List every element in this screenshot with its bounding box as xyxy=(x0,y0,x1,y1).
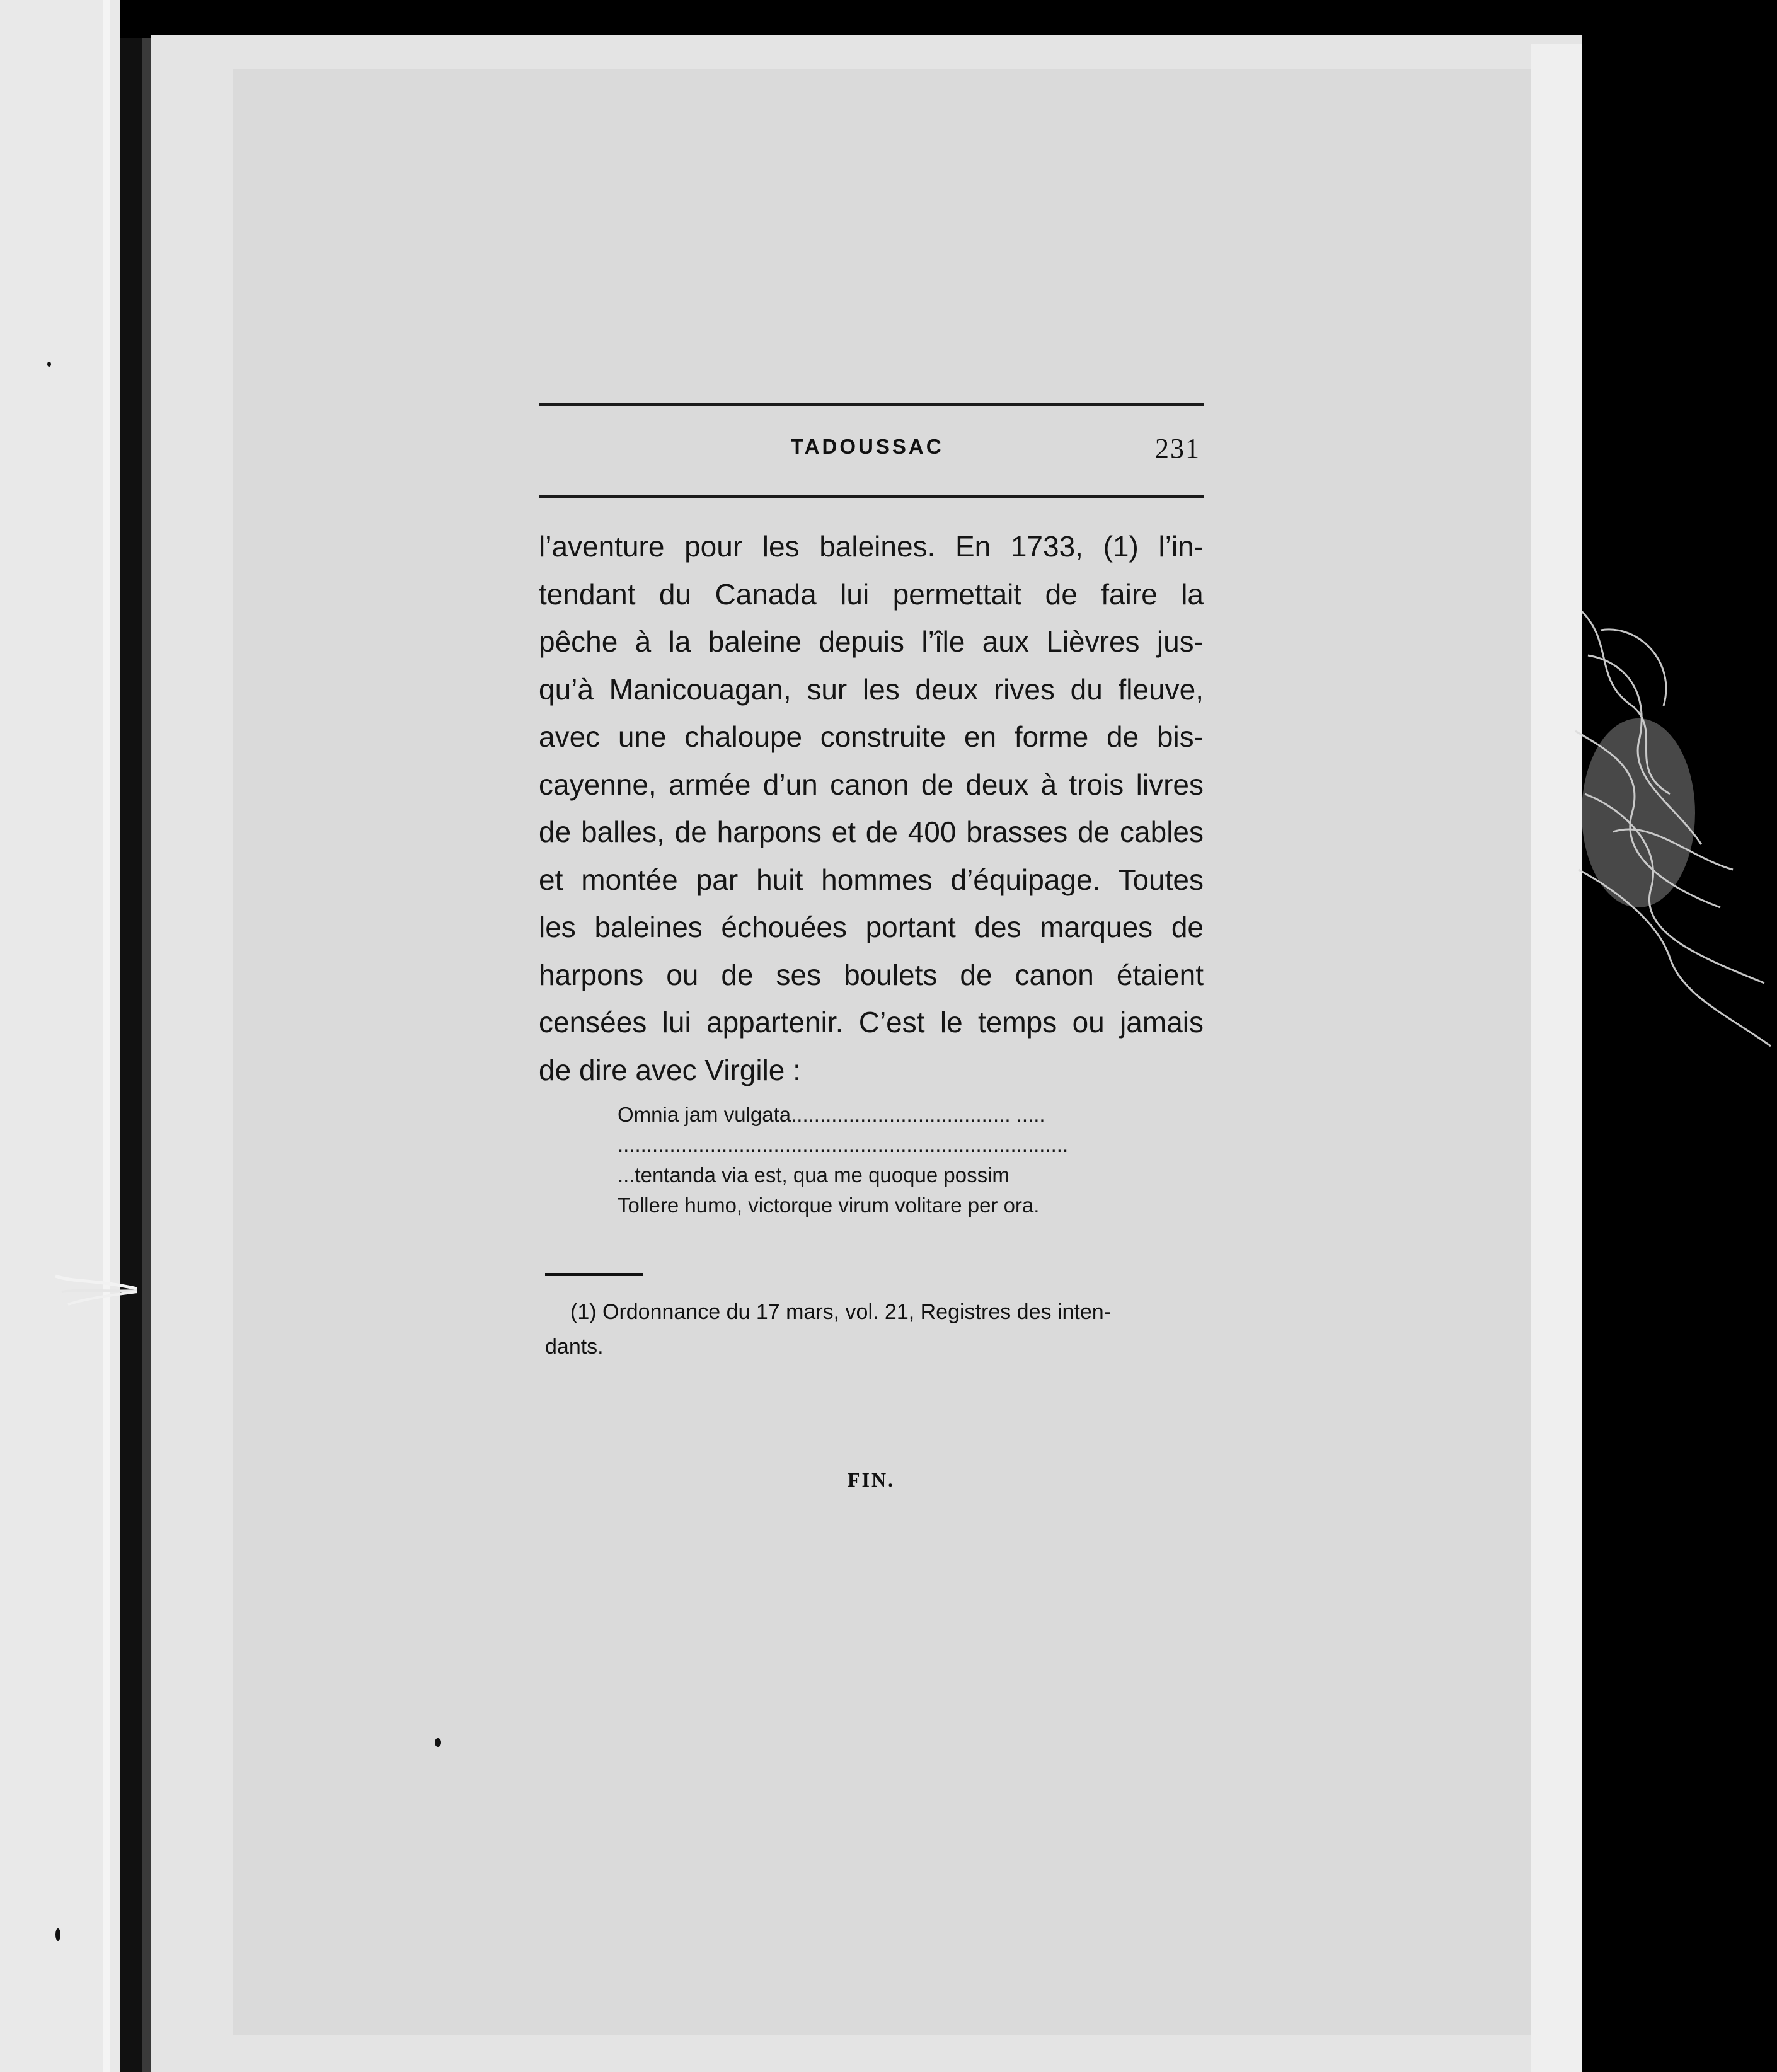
verse-quotation xyxy=(618,1100,1134,1221)
body-line: pêche à la baleine depuis l’île aux Lièvres jus- xyxy=(539,625,1204,658)
footnote-line: dants. xyxy=(545,1335,604,1359)
ink-speck xyxy=(55,1928,60,1941)
left-page-fold xyxy=(103,0,110,2072)
body-paragraph xyxy=(539,523,1204,1094)
running-title: TADOUSSAC xyxy=(791,435,944,458)
ink-speck xyxy=(47,362,51,367)
paper-fiber-debris xyxy=(1575,605,1777,1059)
footnote xyxy=(545,1295,1204,1364)
footnote-rule xyxy=(545,1273,643,1276)
verse-line: Tollere humo, victorque virum volitare per ora. xyxy=(618,1194,1040,1217)
body-line: et montée par huit hommes d’équipage. Toutes xyxy=(539,863,1204,896)
body-line: harpons ou de ses boulets de canon étaient xyxy=(539,958,1204,991)
body-line: censées lui appartenir. C’est le temps ou jamais xyxy=(539,1006,1204,1039)
body-line: de balles, de harpons et de 400 brasses de cables xyxy=(539,815,1204,848)
body-line: qu’à Manicouagan, sur les deux rives du fleuve, xyxy=(539,672,1204,706)
verse-line: .............................................................................. xyxy=(618,1133,1069,1156)
header-rule-top xyxy=(539,403,1204,406)
end-mark: FIN. xyxy=(847,1468,895,1491)
body-line: de dire avec Virgile : xyxy=(539,1053,801,1086)
body-line: l’aventure pour les baleines. En 1733, (1) l’in- xyxy=(539,530,1204,563)
footnote-line: (1) Ordonnance du 17 mars, vol. 21, Registres des inten- xyxy=(570,1300,1111,1324)
running-head xyxy=(539,435,1204,473)
binding-thread xyxy=(55,1267,137,1311)
gutter-shadow xyxy=(142,38,151,2072)
verse-line: Omnia jam vulgata...................................... ..... xyxy=(618,1103,1045,1126)
header-rule-bottom xyxy=(539,495,1204,498)
body-line: cayenne, armée d’un canon de deux à trois livres xyxy=(539,768,1204,801)
body-line: tendant du Canada lui permettait de faire la xyxy=(539,577,1204,611)
ink-speck xyxy=(435,1738,441,1747)
verse-line: ...tentanda via est, qua me quoque possim xyxy=(618,1163,1009,1187)
left-page-edge xyxy=(0,0,120,2072)
page-number: 231 xyxy=(1155,433,1200,464)
body-line: les baleines échouées portant des marques de xyxy=(539,911,1204,943)
book-spine-gutter xyxy=(120,38,142,2072)
page-right-edge xyxy=(1531,44,1582,2072)
body-line: avec une chaloupe construite en forme de bis- xyxy=(539,720,1204,753)
